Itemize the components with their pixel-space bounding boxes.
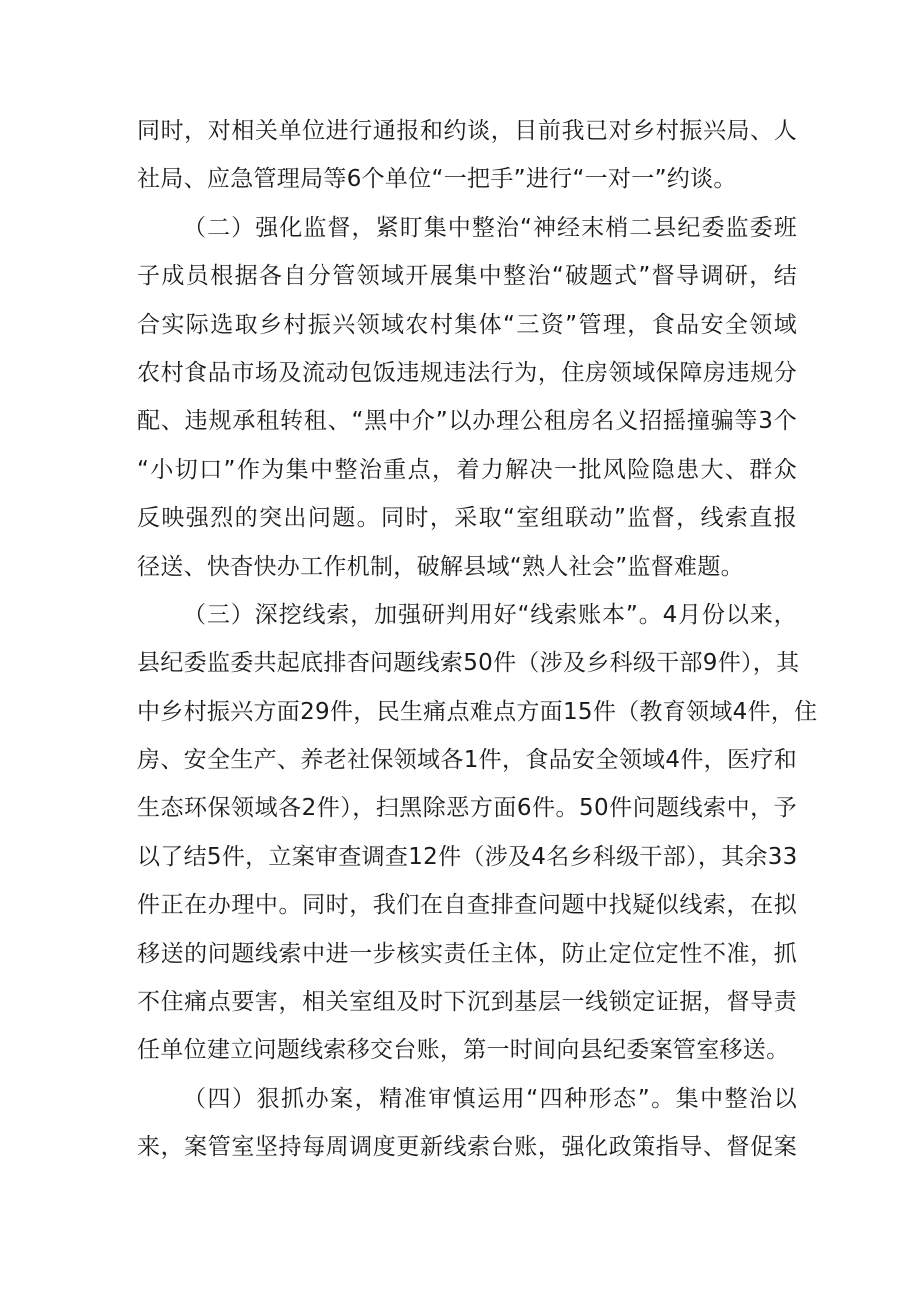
text-line: 子成员根据各自分管领域开展集中整治“破题式”督导调研，结 bbox=[137, 263, 797, 290]
document-body bbox=[137, 107, 818, 1172]
text-line: 生态环保领域各2件），扫黑除恶方面6件。50件问题线索中，予 bbox=[137, 795, 797, 822]
text-line: 同时，对相关单位进行通报和约谈，目前我已对乡村振兴局、人 bbox=[137, 118, 797, 144]
text-line: （三）深挖线索，加强研判用好“线索账本”。4月份以来， bbox=[183, 601, 797, 628]
text-line: “小切口”作为集中整治重点，着力解决一批风险隐患大、群众 bbox=[137, 456, 797, 483]
text-line: 县纪委监委共起底排杳问题线索50件（涉及乡科级干部9件），其 bbox=[137, 650, 800, 677]
text-line: 径送、快杳快办工作机制，破解县域“熟人社会”监督难题。 bbox=[137, 553, 744, 580]
text-line: 反映强烈的突出问题。同时，采取“室组联动”监督，线索直报 bbox=[137, 505, 797, 532]
text-line: 配、违规承租转租、“黑中介”以办理公租房名义招摇撞骗等3个 bbox=[137, 408, 797, 435]
text-line: 不住痛点要害，相关室组及时下沉到基层一线锁定证据，督导责 bbox=[137, 989, 797, 1016]
text-line: 件正在办理中。同时，我们在自查排查问题中找疑似线索，在拟 bbox=[137, 892, 797, 919]
text-line: 合实际选取乡村振兴领域农村集体“三资”管理，食品安全领域 bbox=[137, 311, 797, 338]
text-line: 房、安全生产、养老社保领域各1件，食品安全领域4件，医疗和 bbox=[137, 747, 797, 774]
text-line: 以了结5件，立案审查调查12件（涉及4名乡科级干部），其余33 bbox=[137, 843, 798, 870]
text-line: 来，案管室坚持每周调度更新线索台账，强化政策指导、督促案 bbox=[137, 1134, 797, 1161]
text-line: 农村食品市场及流动包饭违规违法行为，住房领域保障房违规分 bbox=[137, 359, 797, 386]
text-line: 中乡村振兴方面29件，民生痛点难点方面15件（教育领域4件，住 bbox=[137, 698, 818, 725]
text-line: 移送的问题线索中进一步核实责任主体，防止定位定性不准，抓 bbox=[137, 940, 797, 967]
text-line: （四）狠抓办案，精准审慎运用“四种形态”。集中整治以 bbox=[183, 1085, 797, 1112]
text-line: 任单位建立问题线索移交台账，第一时间向县纪委案管室移送。 bbox=[137, 1037, 790, 1064]
text-line: 社局、应急管理局等6个单位“一把手”进行“一对一”约谈。 bbox=[137, 166, 737, 193]
text-line: （二）强化监督，紧盯集中整治“神经末梢二县纪委监委班 bbox=[183, 214, 797, 241]
